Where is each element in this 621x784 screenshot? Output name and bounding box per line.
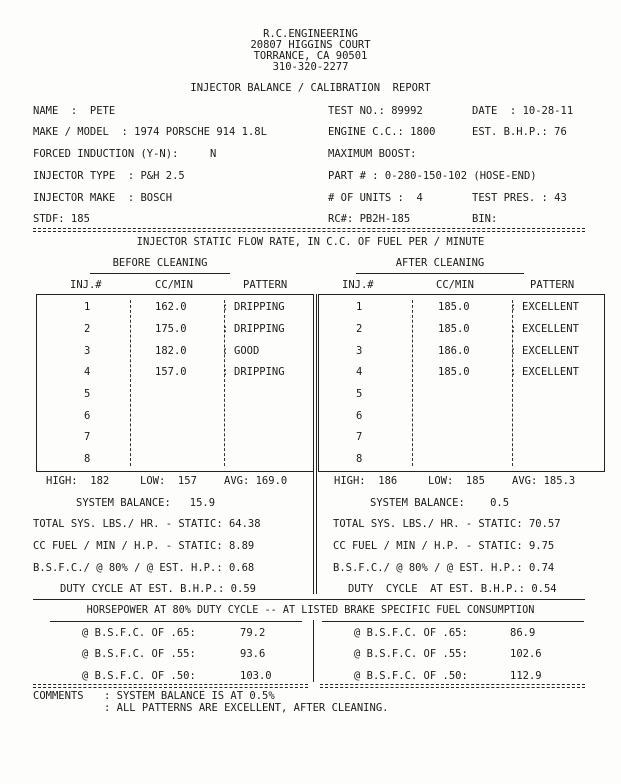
inj-number: 5	[84, 388, 91, 400]
pattern-colon: :	[222, 345, 235, 357]
after-high: HIGH: 186	[334, 475, 398, 487]
after-bsfc: B.S.F.C./ @ 80% / @ EST. H.P.: 0.74	[333, 562, 555, 574]
pattern-value: EXCELLENT	[522, 301, 579, 313]
company-street: 20807 HIGGINS COURT	[250, 39, 371, 51]
cc-value: 175.0	[155, 323, 187, 335]
inj-number: 7	[84, 431, 91, 443]
engine-cc: ENGINE C.C.: 1800	[328, 126, 436, 138]
hp-after-label: @ B.S.F.C. OF .55:	[354, 648, 468, 660]
inj-number: 4	[356, 366, 363, 378]
pattern-colon: :	[222, 366, 235, 378]
after-col-pattern: PATTERN	[530, 279, 575, 291]
comment-line-2: : ALL PATTERNS ARE EXCELLENT, AFTER CLEANING.	[104, 702, 389, 714]
before-high: HIGH: 182	[46, 475, 110, 487]
cc-value: 185.0	[438, 366, 470, 378]
cc-value: 186.0	[438, 345, 470, 357]
pattern-colon: :	[510, 323, 523, 335]
before-col-inj: INJ.#	[70, 279, 102, 291]
rc-number: RC#: PB2H-185	[328, 213, 411, 225]
after-cleaning-title: AFTER CLEANING	[395, 257, 485, 269]
pattern-colon: :	[510, 345, 523, 357]
hp-before-value: 103.0	[240, 670, 272, 682]
after-col-cc: CC/MIN	[436, 279, 474, 291]
before-sep-1	[130, 300, 131, 466]
before-duty-cycle: DUTY CYCLE AT EST. B.H.P.: 0.59	[60, 583, 256, 595]
hp-after-value: 102.6	[510, 648, 542, 660]
cc-value: 162.0	[155, 301, 187, 313]
before-total-lbs: TOTAL SYS. LBS./ HR. - STATIC: 64.38	[33, 518, 261, 530]
inj-number: 6	[84, 410, 91, 422]
pattern-value: DRIPPING	[234, 366, 285, 378]
after-table	[318, 294, 605, 472]
center-divider	[313, 294, 314, 594]
inj-number: 1	[84, 301, 91, 313]
make-model: MAKE / MODEL : 1974 PORSCHE 914 1.8L	[33, 126, 267, 138]
after-title-underline	[356, 273, 524, 274]
inj-number: 6	[356, 410, 363, 422]
after-system-balance: SYSTEM BALANCE: 0.5	[370, 497, 510, 509]
hp-before-value: 79.2	[240, 627, 266, 639]
before-cleaning-title: BEFORE CLEANING	[112, 257, 208, 269]
est-bhp: EST. B.H.P.: 76	[472, 126, 567, 138]
test-pressure: TEST PRES. : 43	[472, 192, 567, 204]
inj-number: 4	[84, 366, 91, 378]
inj-number: 7	[356, 431, 363, 443]
after-low: LOW: 185	[428, 475, 485, 487]
hp-after-value: 112.9	[510, 670, 542, 682]
comment-line-1: : SYSTEM BALANCE IS AT 0.5%	[104, 690, 275, 702]
pattern-colon: :	[222, 323, 235, 335]
before-cc-fuel: CC FUEL / MIN / H.P. - STATIC: 8.89	[33, 540, 255, 552]
hp-after-value: 86.9	[510, 627, 536, 639]
inj-number: 5	[356, 388, 363, 400]
after-cc-fuel: CC FUEL / MIN / H.P. - STATIC: 9.75	[333, 540, 555, 552]
hp-top-rule	[33, 599, 585, 600]
before-col-cc: CC/MIN	[155, 279, 193, 291]
after-total-lbs: TOTAL SYS. LBS./ HR. - STATIC: 70.57	[333, 518, 561, 530]
comments-rule-left	[33, 684, 308, 688]
cc-value: 157.0	[155, 366, 187, 378]
part-number: PART # : 0-280-150-102 (HOSE-END)	[328, 170, 537, 182]
pattern-value: GOOD	[234, 345, 260, 357]
pattern-value: EXCELLENT	[522, 345, 579, 357]
inj-number: 2	[356, 323, 363, 335]
stdf: STDF: 185	[33, 213, 90, 225]
flow-rate-title: INJECTOR STATIC FLOW RATE, IN C.C. OF FUEL PER / MINUTE	[136, 236, 485, 248]
hp-after-label: @ B.S.F.C. OF .50:	[354, 670, 468, 682]
company-phone: 310-320-2277	[272, 61, 349, 73]
hp-divider	[313, 620, 314, 682]
pattern-colon: :	[510, 301, 523, 313]
pattern-value: EXCELLENT	[522, 366, 579, 378]
hp-before-label: @ B.S.F.C. OF .50:	[82, 670, 196, 682]
forced-induction: FORCED INDUCTION (Y-N): N	[33, 148, 217, 160]
before-low: LOW: 157	[140, 475, 197, 487]
inj-number: 8	[356, 453, 363, 465]
after-duty-cycle: DUTY CYCLE AT EST. B.H.P.: 0.54	[348, 583, 557, 595]
inj-number: 2	[84, 323, 91, 335]
inj-number: 8	[84, 453, 91, 465]
before-title-underline	[90, 273, 230, 274]
report-title: INJECTOR BALANCE / CALIBRATION REPORT	[190, 82, 431, 94]
pattern-colon: :	[222, 301, 235, 313]
after-avg: AVG: 185.3	[512, 475, 576, 487]
hp-before-value: 93.6	[240, 648, 266, 660]
hp-right-underline	[322, 621, 584, 622]
bin: BIN:	[472, 213, 498, 225]
comments-label: COMMENTS	[33, 690, 84, 702]
hp-after-label: @ B.S.F.C. OF .65:	[354, 627, 468, 639]
before-table	[36, 294, 314, 472]
units-count: # OF UNITS : 4	[328, 192, 423, 204]
after-col-inj: INJ.#	[342, 279, 374, 291]
test-number: TEST NO.: 89992	[328, 105, 423, 117]
injector-make: INJECTOR MAKE : BOSCH	[33, 192, 173, 204]
inj-number: 3	[84, 345, 91, 357]
after-sep-1	[412, 300, 413, 466]
before-system-balance: SYSTEM BALANCE: 15.9	[76, 497, 216, 509]
comments-rule-right	[320, 684, 585, 688]
pattern-colon: :	[510, 366, 523, 378]
customer-name: NAME : PETE	[33, 105, 116, 117]
before-avg: AVG: 169.0	[224, 475, 288, 487]
hp-left-underline	[50, 621, 302, 622]
company-city: TORRANCE, CA 90501	[253, 50, 368, 62]
company-name: R.C.ENGINEERING	[263, 28, 358, 40]
cc-value: 182.0	[155, 345, 187, 357]
hp-before-label: @ B.S.F.C. OF .55:	[82, 648, 196, 660]
inj-number: 1	[356, 301, 363, 313]
inj-number: 3	[356, 345, 363, 357]
injector-type: INJECTOR TYPE : P&H 2.5	[33, 170, 185, 182]
max-boost: MAXIMUM BOOST:	[328, 148, 417, 160]
before-bsfc: B.S.F.C./ @ 80% / @ EST. H.P.: 0.68	[33, 562, 255, 574]
before-col-pattern: PATTERN	[243, 279, 288, 291]
hp-before-label: @ B.S.F.C. OF .65:	[82, 627, 196, 639]
cc-value: 185.0	[438, 301, 470, 313]
pattern-value: DRIPPING	[234, 323, 285, 335]
cc-value: 185.0	[438, 323, 470, 335]
hp-title: HORSEPOWER AT 80% DUTY CYCLE -- AT LISTED BRAKE SPECIFIC FUEL CONSUMPTION	[86, 605, 535, 616]
center-divider-2	[316, 294, 317, 594]
test-date: DATE : 10-28-11	[472, 105, 574, 117]
pattern-value: EXCELLENT	[522, 323, 579, 335]
pattern-value: DRIPPING	[234, 301, 285, 313]
double-rule	[33, 228, 585, 232]
